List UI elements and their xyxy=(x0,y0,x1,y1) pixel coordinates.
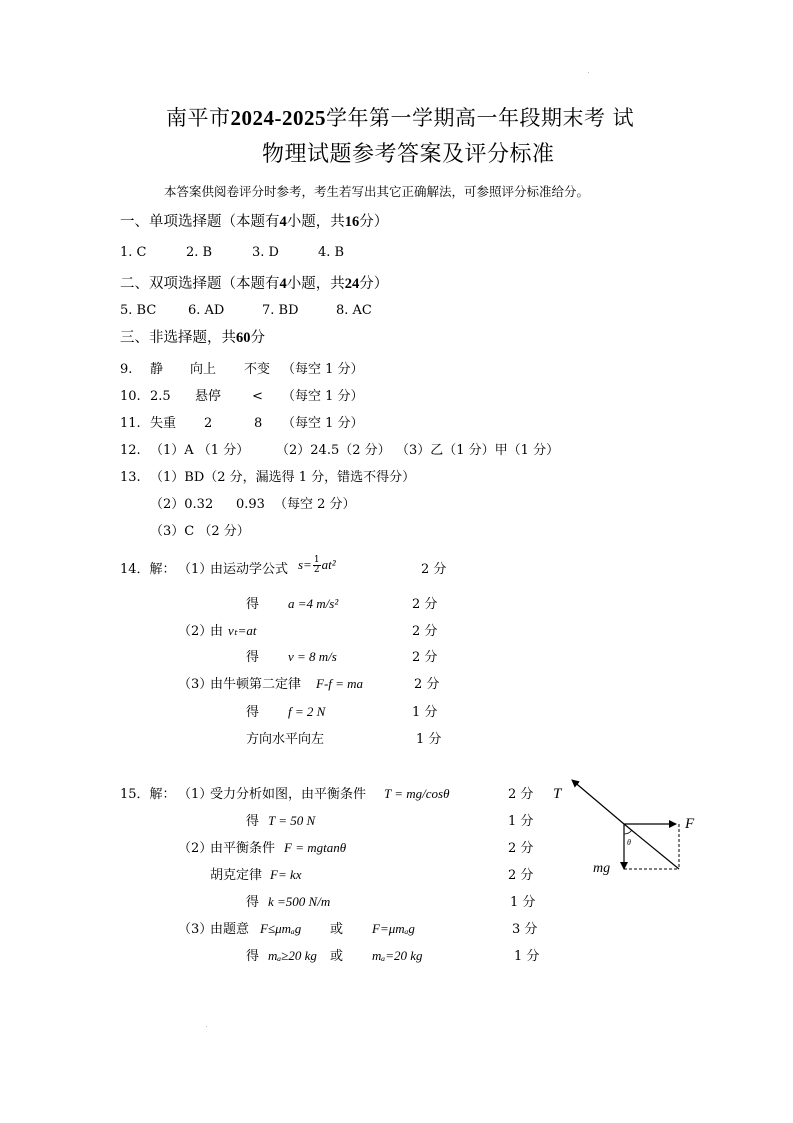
force-diagram xyxy=(548,776,708,882)
label-theta: θ xyxy=(627,838,631,847)
q15-p3-label: （3） xyxy=(178,922,213,937)
label-mg: mg xyxy=(593,861,611,876)
q11-answer-3: 8 xyxy=(254,416,263,431)
q14-r6-de: 得 xyxy=(246,705,260,720)
q12-number: 12. xyxy=(120,443,141,458)
q14-p2-text: 由 xyxy=(210,624,224,639)
q14-r6-score: 1 分 xyxy=(412,705,438,720)
section1-answer-4: 4. B xyxy=(318,245,345,260)
section2-head-c: 分） xyxy=(359,276,389,292)
q15-p1-score: 2 分 xyxy=(508,787,534,802)
q14-p1-eq-a: s= xyxy=(298,557,312,572)
q15-r7-or: 或 xyxy=(330,949,344,964)
q10-answer-2: 悬停 xyxy=(195,389,222,404)
q15-r2-de: 得 xyxy=(246,814,260,829)
q14-r7-score: 1 分 xyxy=(416,732,442,747)
q15-p3-eq2: F=μmₐg xyxy=(372,921,415,936)
q11-answer-2: 2 xyxy=(204,416,213,431)
q13-part-2a: （2）0.32 xyxy=(150,497,214,512)
q14-r4-de: 得 xyxy=(246,650,260,665)
q14-r6-eq: f = 2 N xyxy=(288,704,326,719)
q15-r4-score: 2 分 xyxy=(508,868,534,883)
grading-note: 本答案供阅卷评分时参考，考生若写出其它正确解法，可参照评分标准给分。 xyxy=(164,184,590,199)
section1-head-c: 分） xyxy=(359,214,389,230)
q15-r4-text: 胡克定律 xyxy=(210,868,263,883)
q14-p1-label: （1） xyxy=(178,562,213,577)
q9-answer-1: 静 xyxy=(150,362,164,377)
section1-count: 4 xyxy=(279,214,287,230)
q10-number: 10. xyxy=(120,389,141,404)
section1-head-a: 一、单项选择题（本题有 xyxy=(120,214,280,230)
section3-heading xyxy=(120,331,265,346)
section1-answer-3: 3. D xyxy=(252,245,279,260)
q15-p2-text: 由平衡条件 xyxy=(210,841,276,856)
q15-p2-eq: F = mgtanθ xyxy=(284,840,347,855)
q15-p3-or: 或 xyxy=(330,922,344,937)
q15-r7-eq2: mₐ=20 kg xyxy=(372,948,423,963)
section3-head-a: 三、非选择题，共 xyxy=(120,330,236,346)
section3-score: 60 xyxy=(236,330,251,346)
q15-r4-eq: F= kx xyxy=(270,867,302,882)
section1-score: 16 xyxy=(344,214,360,230)
section2-count: 4 xyxy=(279,276,287,292)
q15-r5-de: 得 xyxy=(246,895,260,910)
section1-answer-2: 2. B xyxy=(186,245,213,260)
exam-title xyxy=(166,108,634,129)
q15-r7-de: 得 xyxy=(246,949,260,964)
q9-number: 9. xyxy=(120,362,133,377)
q15-p1-text: 受力分析如图，由平衡条件 xyxy=(210,787,367,802)
q12-part-3: （3）乙（1 分）甲（1 分） xyxy=(396,443,560,458)
section2-score: 24 xyxy=(344,276,360,292)
q15-r2-eq: T = 50 N xyxy=(268,813,316,828)
q15-p1-label: （1） xyxy=(178,787,213,802)
q15-r5-eq: k =500 N/m xyxy=(268,894,331,909)
q13-part-1: （1）BD（2 分，漏选得 1 分，错选不得分） xyxy=(150,470,416,485)
section2-answer-7: 7. BD xyxy=(262,303,299,318)
q14-r4-eq: v = 8 m/s xyxy=(288,649,337,664)
section2-head-a: 二、双项选择题（本题有 xyxy=(120,276,280,292)
q14-r2-eq: a =4 m/s² xyxy=(288,596,339,611)
q15-r7-score: 1 分 xyxy=(514,949,540,964)
section2-head-b: 小题，共 xyxy=(286,276,345,292)
q11-scoring: （每空 1 分） xyxy=(282,416,364,431)
exam-subtitle: 物理试题参考答案及评分标准 xyxy=(262,142,555,167)
q14-r4-score: 2 分 xyxy=(412,650,438,665)
q13-part-2-scoring: （每空 2 分） xyxy=(274,497,356,512)
q12-part-2: （2）24.5（2 分） xyxy=(276,443,391,458)
q10-scoring: （每空 1 分） xyxy=(282,389,364,404)
q14-p1-formula xyxy=(298,556,336,575)
q14-p2-eq: vₜ=at xyxy=(228,623,257,638)
q14-p2-score: 2 分 xyxy=(412,624,438,639)
q14-p3-label: （3） xyxy=(178,677,213,692)
q15-r2-score: 1 分 xyxy=(508,814,534,829)
theta-angle-arc xyxy=(624,830,632,834)
q15-p2-score: 2 分 xyxy=(508,841,534,856)
section1-head-b: 小题，共 xyxy=(286,214,345,230)
tension-arrow xyxy=(572,780,624,824)
title-prefix: 南平市 xyxy=(166,106,231,130)
section2-answer-5: 5. BC xyxy=(120,303,157,318)
q14-r2-de: 得 xyxy=(246,597,260,612)
section1-answer-1: 1. C xyxy=(120,245,147,260)
q14-r2-score: 2 分 xyxy=(412,597,438,612)
q9-answer-3: 不变 xyxy=(244,362,271,377)
q15-r7-eq1: mₐ≥20 kg xyxy=(268,948,317,963)
q12-part-1: （1）A （1 分） xyxy=(150,443,250,458)
q15-number: 15．解： xyxy=(120,787,176,802)
section2-heading xyxy=(120,277,388,292)
q14-p3-eq: F-f = ma xyxy=(316,676,364,691)
scan-speck xyxy=(588,72,589,73)
q14-number: 14．解： xyxy=(120,562,176,577)
section2-answer-6: 6. AD xyxy=(188,303,225,318)
q14-r7-text: 方向水平向左 xyxy=(246,732,325,747)
q14-p1-eq-b: at² xyxy=(321,557,336,572)
q15-p3-score: 3 分 xyxy=(512,922,538,937)
q14-p1-text: 由运动学公式 xyxy=(210,562,289,577)
q11-number: 11. xyxy=(120,416,141,431)
q14-p1-score: 2 分 xyxy=(421,562,447,577)
q13-part-3: （3）C （2 分） xyxy=(150,524,250,539)
q15-r5-score: 1 分 xyxy=(510,895,536,910)
q14-p3-score: 2 分 xyxy=(414,677,440,692)
q15-p2-label: （2） xyxy=(178,841,213,856)
q9-answer-2: 向上 xyxy=(190,362,217,377)
q15-p1-eq: T = mg/cosθ xyxy=(384,786,450,801)
q13-part-2b: 0.93 xyxy=(236,497,265,512)
q9-scoring: （每空 1 分） xyxy=(282,362,364,377)
section2-answer-8: 8. AC xyxy=(336,303,372,318)
label-F: F xyxy=(685,816,695,832)
title-suffix: 学年第一学期高一年段期末考 试 xyxy=(326,106,635,130)
q15-p3-eq1: F≤μmₐg xyxy=(260,921,302,936)
resultant-diagonal xyxy=(624,824,679,869)
one-half-fraction: $\frac{1}{2}$ xyxy=(313,555,320,575)
section3-head-c: 分 xyxy=(250,330,265,346)
title-year: 2024-2025 xyxy=(230,106,326,130)
q13-number: 13. xyxy=(120,470,141,485)
label-T: T xyxy=(553,786,562,802)
q14-p2-label: （2） xyxy=(178,624,213,639)
q10-answer-1: 2.5 xyxy=(150,389,171,404)
scan-speck xyxy=(206,1026,207,1027)
q11-answer-1: 失重 xyxy=(150,416,177,431)
section1-heading xyxy=(120,215,388,230)
q10-answer-3: < xyxy=(252,389,263,404)
q14-p3-text: 由牛顿第二定律 xyxy=(210,677,302,692)
q15-p3-text: 由题意 xyxy=(210,922,250,937)
